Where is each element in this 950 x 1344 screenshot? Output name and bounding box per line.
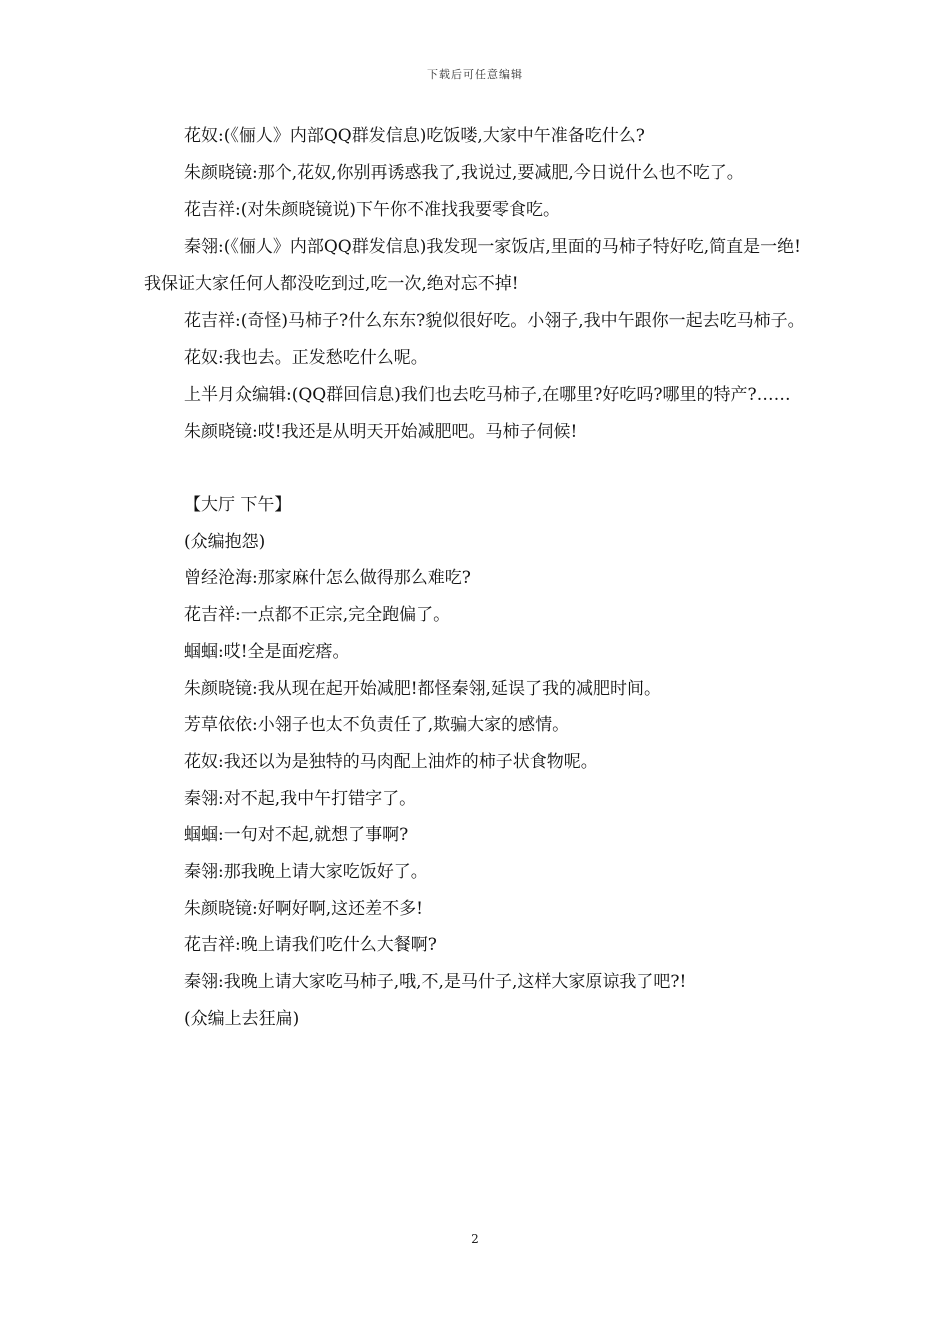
dialogue-paragraph: 上半月众编辑:(QQ群回信息)我们也去吃马柿子,在哪里?好吃吗?哪里的特产?…… [184,385,791,405]
page-header: 下载后可任意编辑 [427,68,523,81]
dialogue-line: 秦翎:我晚上请大家吃马柿子,哦,不,是马什子,这样大家原谅我了吧?! [184,972,687,993]
dialogue-line: 花奴:我还以为是独特的马肉配上油炸的柿子状食物呢。 [184,751,598,772]
page-number: 2 [471,1232,479,1246]
dialogue-section-afternoon [144,487,812,1038]
dialogue-line: 曾经沧海:那家麻什怎么做得那么难吃? [184,568,471,589]
dialogue-paragraph: 秦翎:(《俪人》内部QQ群发信息)我发现一家饭店,里面的马柿子特好吃,简直是一绝!我保证大家任何人都没吃到过,吃一次,绝对忘不掉! [144,237,802,294]
dialogue-line: 秦翎:那我晚上请大家吃饭好了。 [184,862,428,883]
dialogue-line: (众编抱怨) [184,531,266,552]
dialogue-paragraph: 花奴:(《俪人》内部QQ群发信息)吃饭喽,大家中午准备吃什么? [184,126,645,146]
dialogue-line: (众编上去狂扁) [184,1008,300,1029]
scene-heading: 【大厅 下午】 [184,495,292,515]
dialogue-line: 蝈蝈:哎!全是面疙瘩。 [184,641,350,662]
dialogue-line: 花吉祥:晚上请我们吃什么大餐啊? [184,935,437,956]
document-body [144,118,812,1038]
dialogue-line: 蝈蝈:一句对不起,就想了事啊? [184,825,409,846]
dialogue-line: 芳草依依:小翎子也太不负责任了,欺骗大家的感情。 [184,715,570,736]
dialogue-line: 朱颜晓镜:好啊好啊,这还差不多! [184,898,423,919]
dialogue-line: 朱颜晓镜:我从现在起开始减肥!都怪秦翎,延误了我的减肥时间。 [184,678,661,699]
dialogue-line: 秦翎:对不起,我中午打错字了。 [184,788,417,809]
dialogue-paragraph: 花吉祥:(对朱颜晓镜说)下午你不准找我要零食吃。 [184,200,560,220]
dialogue-paragraph: 花吉祥:(奇怪)马柿子?什么东东?貌似很好吃。小翎子,我中午跟你一起去吃马柿子。 [184,311,805,331]
dialogue-section-lunch [144,118,812,451]
dialogue-line: 花吉祥:一点都不正宗,完全跑偏了。 [184,605,451,626]
dialogue-paragraph: 朱颜晓镜:哎!我还是从明天开始减肥吧。马柿子伺候! [184,422,578,442]
section-spacer [144,451,812,487]
dialogue-paragraph: 花奴:我也去。正发愁吃什么呢。 [184,348,428,368]
dialogue-paragraph: 朱颜晓镜:那个,花奴,你别再诱惑我了,我说过,要减肥,今日说什么也不吃了。 [184,163,744,183]
